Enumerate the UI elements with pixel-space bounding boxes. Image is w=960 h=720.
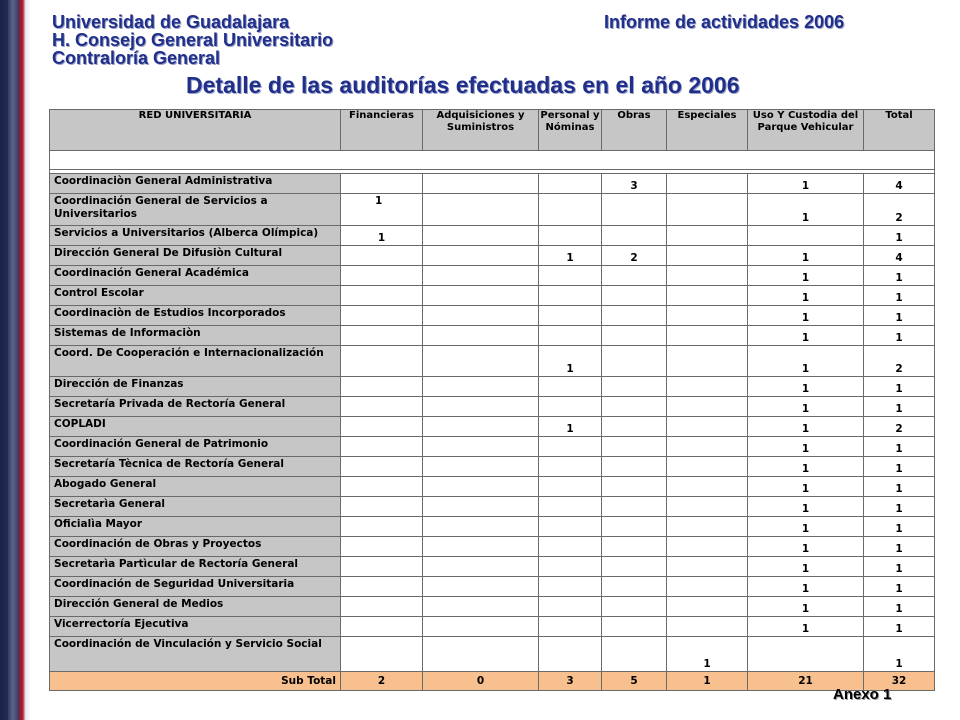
per-cell xyxy=(539,286,602,306)
blank-row xyxy=(50,151,935,170)
uso-cell: 1 xyxy=(748,246,864,266)
per-cell xyxy=(539,397,602,417)
adq-cell xyxy=(423,326,539,346)
obr-cell: 3 xyxy=(602,174,667,194)
fin-cell xyxy=(341,557,423,577)
esp-cell xyxy=(667,457,748,477)
table-row xyxy=(50,346,935,377)
esp-cell: 1 xyxy=(667,637,748,672)
table-row xyxy=(50,377,935,397)
subtotal-fin-cell: 2 xyxy=(341,672,423,691)
fin-cell xyxy=(341,477,423,497)
per-cell xyxy=(539,557,602,577)
unit-name-cell: Coord. De Cooperación e Internacionalización xyxy=(50,346,341,377)
tot-cell: 4 xyxy=(864,246,935,266)
column-header: Financieras xyxy=(341,110,423,151)
table-row xyxy=(50,326,935,346)
adq-cell xyxy=(423,306,539,326)
unit-name-cell: Secretaría Tècnica de Rectoría General xyxy=(50,457,341,477)
esp-cell xyxy=(667,326,748,346)
per-cell: 1 xyxy=(539,417,602,437)
unit-name-cell: Coordinación General de Servicios a Universitarios xyxy=(50,194,341,226)
adq-cell xyxy=(423,477,539,497)
unit-name-cell: Coordinación de Seguridad Universitaria xyxy=(50,577,341,597)
table-row xyxy=(50,246,935,266)
table-row xyxy=(50,457,935,477)
fin-cell xyxy=(341,437,423,457)
uso-cell: 1 xyxy=(748,617,864,637)
fin-cell xyxy=(341,577,423,597)
tot-cell: 1 xyxy=(864,597,935,617)
obr-cell xyxy=(602,377,667,397)
tot-cell: 1 xyxy=(864,637,935,672)
column-header: Total xyxy=(864,110,935,151)
unit-name-cell: COPLADI xyxy=(50,417,341,437)
obr-cell xyxy=(602,417,667,437)
adq-cell xyxy=(423,637,539,672)
per-cell xyxy=(539,517,602,537)
annex-label: Anexo 1 xyxy=(833,686,892,703)
esp-cell xyxy=(667,194,748,226)
fin-cell xyxy=(341,266,423,286)
uso-cell: 1 xyxy=(748,437,864,457)
adq-cell xyxy=(423,346,539,377)
column-header: Obras xyxy=(602,110,667,151)
adq-cell xyxy=(423,246,539,266)
fin-cell xyxy=(341,377,423,397)
tot-cell: 1 xyxy=(864,437,935,457)
obr-cell xyxy=(602,306,667,326)
adq-cell xyxy=(423,174,539,194)
tot-cell: 1 xyxy=(864,306,935,326)
adq-cell xyxy=(423,517,539,537)
obr-cell xyxy=(602,346,667,377)
adq-cell xyxy=(423,537,539,557)
per-cell xyxy=(539,377,602,397)
esp-cell xyxy=(667,306,748,326)
unit-name-cell: Dirección General de Medios xyxy=(50,597,341,617)
tot-cell: 1 xyxy=(864,577,935,597)
column-header: Personal y Nóminas xyxy=(539,110,602,151)
esp-cell xyxy=(667,597,748,617)
unit-name-cell: Coordinación General de Patrimonio xyxy=(50,437,341,457)
tot-cell: 1 xyxy=(864,326,935,346)
tot-cell: 4 xyxy=(864,174,935,194)
tot-cell: 1 xyxy=(864,226,935,246)
uso-cell: 1 xyxy=(748,577,864,597)
esp-cell xyxy=(667,266,748,286)
obr-cell xyxy=(602,326,667,346)
unit-name-cell: Dirección General De Difusiòn Cultural xyxy=(50,246,341,266)
fin-cell: 1 xyxy=(341,226,423,246)
esp-cell xyxy=(667,537,748,557)
table-row xyxy=(50,477,935,497)
uso-cell: 1 xyxy=(748,306,864,326)
table-row xyxy=(50,286,935,306)
per-cell xyxy=(539,437,602,457)
esp-cell xyxy=(667,617,748,637)
obr-cell xyxy=(602,397,667,417)
fin-cell xyxy=(341,617,423,637)
table-row xyxy=(50,597,935,617)
tot-cell: 2 xyxy=(864,417,935,437)
subtotal-esp-cell: 1 xyxy=(667,672,748,691)
fin-cell xyxy=(341,537,423,557)
unit-name-cell: Secretarìa General xyxy=(50,497,341,517)
adq-cell xyxy=(423,557,539,577)
table-row xyxy=(50,537,935,557)
fin-cell xyxy=(341,457,423,477)
table-row xyxy=(50,577,935,597)
obr-cell xyxy=(602,537,667,557)
per-cell xyxy=(539,266,602,286)
adq-cell xyxy=(423,397,539,417)
fin-cell xyxy=(341,246,423,266)
per-cell xyxy=(539,637,602,672)
table-row xyxy=(50,266,935,286)
fin-cell xyxy=(341,517,423,537)
unit-name-cell: Coordinaciòn General Administrativa xyxy=(50,174,341,194)
esp-cell xyxy=(667,286,748,306)
table-row xyxy=(50,517,935,537)
esp-cell xyxy=(667,377,748,397)
subtotal-uso-cell: 21 xyxy=(748,672,864,691)
unit-name-cell: Secretarìa Partìcular de Rectoría General xyxy=(50,557,341,577)
esp-cell xyxy=(667,246,748,266)
per-cell xyxy=(539,577,602,597)
report-title: Informe de actividades 2006 xyxy=(604,12,845,32)
tot-cell: 1 xyxy=(864,537,935,557)
fin-cell xyxy=(341,497,423,517)
unit-name-cell: Vicerrectoría Ejecutiva xyxy=(50,617,341,637)
unit-name-cell: Secretaría Privada de Rectoría General xyxy=(50,397,341,417)
subtotal-tot-cell: 32 xyxy=(864,672,935,691)
unit-name-cell: Dirección de Finanzas xyxy=(50,377,341,397)
table-row xyxy=(50,617,935,637)
esp-cell xyxy=(667,577,748,597)
esp-cell xyxy=(667,417,748,437)
uso-cell: 1 xyxy=(748,597,864,617)
per-cell xyxy=(539,537,602,557)
table-row xyxy=(50,437,935,457)
column-header: Especiales xyxy=(667,110,748,151)
esp-cell xyxy=(667,497,748,517)
esp-cell xyxy=(667,397,748,417)
obr-cell xyxy=(602,286,667,306)
obr-cell xyxy=(602,577,667,597)
esp-cell xyxy=(667,517,748,537)
fin-cell xyxy=(341,326,423,346)
decorative-side-bar xyxy=(0,0,44,720)
obr-cell xyxy=(602,517,667,537)
obr-cell xyxy=(602,457,667,477)
per-cell: 1 xyxy=(539,246,602,266)
per-cell xyxy=(539,597,602,617)
per-cell xyxy=(539,194,602,226)
adq-cell xyxy=(423,457,539,477)
per-cell xyxy=(539,477,602,497)
subtotal-per-cell: 3 xyxy=(539,672,602,691)
obr-cell xyxy=(602,617,667,637)
unit-name-cell: Coordinación de Vinculación y Servicio Social xyxy=(50,637,341,672)
unit-name-cell: Coordinación de Obras y Proyectos xyxy=(50,537,341,557)
uso-cell xyxy=(748,637,864,672)
table-row xyxy=(50,174,935,194)
adq-cell xyxy=(423,597,539,617)
per-cell: 1 xyxy=(539,346,602,377)
uso-cell: 1 xyxy=(748,397,864,417)
uso-cell: 1 xyxy=(748,286,864,306)
table-header-row xyxy=(50,110,935,151)
unit-name-cell: Servicios a Universitarios (Alberca Olímpica) xyxy=(50,226,341,246)
uso-cell xyxy=(748,226,864,246)
subtotal-obr-cell: 5 xyxy=(602,672,667,691)
uso-cell: 1 xyxy=(748,266,864,286)
unit-name-cell: Sistemas de Informaciòn xyxy=(50,326,341,346)
fin-cell xyxy=(341,346,423,377)
fin-cell xyxy=(341,286,423,306)
fin-cell xyxy=(341,597,423,617)
tot-cell: 1 xyxy=(864,477,935,497)
per-cell xyxy=(539,306,602,326)
column-header: Uso Y Custodia del Parque Vehicular xyxy=(748,110,864,151)
tot-cell: 2 xyxy=(864,346,935,377)
subtotal-adq-cell: 0 xyxy=(423,672,539,691)
table-row xyxy=(50,557,935,577)
esp-cell xyxy=(667,557,748,577)
per-cell xyxy=(539,457,602,477)
table-row xyxy=(50,397,935,417)
unit-name-cell: Oficialìa Mayor xyxy=(50,517,341,537)
tot-cell: 1 xyxy=(864,617,935,637)
adq-cell xyxy=(423,266,539,286)
table-row xyxy=(50,417,935,437)
unit-name-cell: Abogado General xyxy=(50,477,341,497)
uso-cell: 1 xyxy=(748,194,864,226)
column-header: RED UNIVERSITARIA xyxy=(50,110,341,151)
per-cell xyxy=(539,326,602,346)
esp-cell xyxy=(667,477,748,497)
tot-cell: 1 xyxy=(864,497,935,517)
per-cell xyxy=(539,174,602,194)
table-row xyxy=(50,497,935,517)
adq-cell xyxy=(423,377,539,397)
table-row xyxy=(50,637,935,672)
uso-cell: 1 xyxy=(748,457,864,477)
page-title: Detalle de las auditorías efectuadas en el año 2006 xyxy=(186,72,740,98)
obr-cell xyxy=(602,437,667,457)
adq-cell xyxy=(423,437,539,457)
uso-cell: 1 xyxy=(748,537,864,557)
tot-cell: 1 xyxy=(864,286,935,306)
adq-cell xyxy=(423,194,539,226)
table-row xyxy=(50,306,935,326)
tot-cell: 2 xyxy=(864,194,935,226)
unit-name-cell: Coordinaciòn de Estudios Incorporados xyxy=(50,306,341,326)
uso-cell: 1 xyxy=(748,174,864,194)
tot-cell: 1 xyxy=(864,266,935,286)
per-cell xyxy=(539,497,602,517)
adq-cell xyxy=(423,617,539,637)
fin-cell xyxy=(341,174,423,194)
column-header: Adquisiciones y Suministros xyxy=(423,110,539,151)
uso-cell: 1 xyxy=(748,477,864,497)
fin-cell xyxy=(341,417,423,437)
uso-cell: 1 xyxy=(748,346,864,377)
unit-name-cell: Coordinación General Académica xyxy=(50,266,341,286)
tot-cell: 1 xyxy=(864,457,935,477)
audit-table xyxy=(49,109,935,691)
fin-cell: 1 xyxy=(341,194,423,226)
fin-cell xyxy=(341,397,423,417)
subtotal-label: Sub Total xyxy=(50,672,341,691)
adq-cell xyxy=(423,577,539,597)
obr-cell xyxy=(602,557,667,577)
per-cell xyxy=(539,226,602,246)
adq-cell xyxy=(423,417,539,437)
fin-cell xyxy=(341,306,423,326)
obr-cell xyxy=(602,637,667,672)
university-name: Universidad de Guadalajara xyxy=(52,12,290,32)
adq-cell xyxy=(423,286,539,306)
obr-cell xyxy=(602,266,667,286)
tot-cell: 1 xyxy=(864,377,935,397)
tot-cell: 1 xyxy=(864,397,935,417)
uso-cell: 1 xyxy=(748,517,864,537)
subtotal-row xyxy=(50,672,935,691)
esp-cell xyxy=(667,226,748,246)
tot-cell: 1 xyxy=(864,557,935,577)
table-row xyxy=(50,226,935,246)
obr-cell xyxy=(602,477,667,497)
adq-cell xyxy=(423,497,539,517)
obr-cell xyxy=(602,194,667,226)
uso-cell: 1 xyxy=(748,377,864,397)
unit-name-cell: Control Escolar xyxy=(50,286,341,306)
uso-cell: 1 xyxy=(748,557,864,577)
uso-cell: 1 xyxy=(748,497,864,517)
obr-cell xyxy=(602,597,667,617)
table-row xyxy=(50,194,935,226)
per-cell xyxy=(539,617,602,637)
esp-cell xyxy=(667,437,748,457)
obr-cell xyxy=(602,497,667,517)
obr-cell xyxy=(602,226,667,246)
obr-cell: 2 xyxy=(602,246,667,266)
esp-cell xyxy=(667,346,748,377)
uso-cell: 1 xyxy=(748,326,864,346)
adq-cell xyxy=(423,226,539,246)
tot-cell: 1 xyxy=(864,517,935,537)
council-name: H. Consejo General Universitario xyxy=(52,30,334,50)
uso-cell: 1 xyxy=(748,417,864,437)
esp-cell xyxy=(667,174,748,194)
fin-cell xyxy=(341,637,423,672)
office-name: Contraloría General xyxy=(52,48,221,68)
